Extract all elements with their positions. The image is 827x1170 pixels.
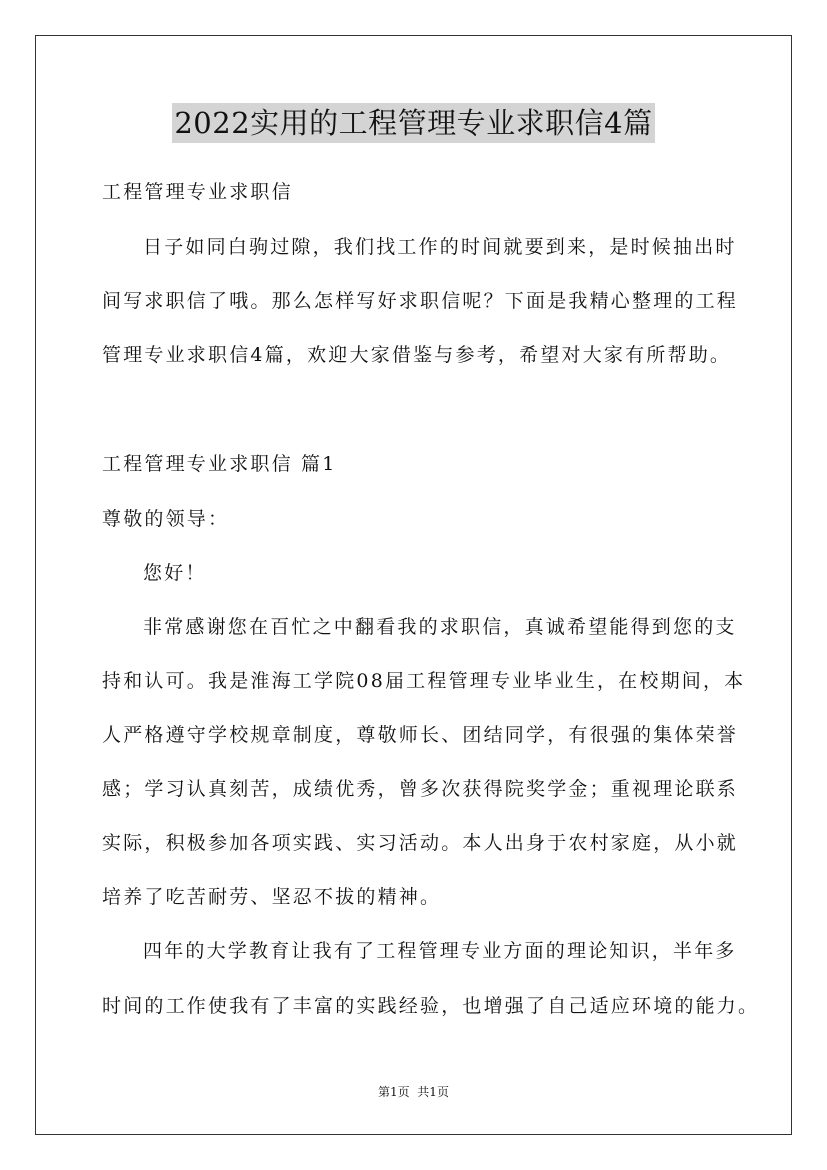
greeting: 您好！ (143, 562, 207, 584)
letter-heading: 工程管理专业求职信 篇1 (102, 453, 337, 475)
salutation: 尊敬的领导： (102, 508, 230, 530)
body-line-2: 持和认可。我是淮海工学院08届工程管理专业毕业生，在校期间，本 (102, 670, 746, 692)
section-heading: 工程管理专业求职信 (102, 181, 293, 203)
title-wrapper (0, 103, 827, 143)
page-footer: 第1页 共1页 (378, 1085, 449, 1099)
intro-line-1: 日子如同白驹过隙，我们找工作的时间就要到来，是时候抽出时 (143, 236, 737, 258)
body-line-7: 四年的大学教育让我有了工程管理专业方面的理论知识，半年多 (143, 940, 737, 962)
body-line-1: 非常感谢您在百忙之中翻看我的求职信，真诚希望能得到您的支 (143, 616, 737, 638)
body-line-3: 人严格遵守学校规章制度，尊敬师长、团结同学，有很强的集体荣誉 (102, 724, 739, 746)
intro-line-3: 管理专业求职信4篇，欢迎大家借鉴与参考，希望对大家有所帮助。 (102, 344, 732, 366)
body-line-8: 时间的工作使我有了丰富的实践经验，也增强了自己适应环境的能力。 (102, 995, 760, 1017)
body-line-6: 培养了吃苦耐劳、坚忍不拔的精神。 (102, 886, 442, 908)
document-title: 2022实用的工程管理专业求职信4篇 (172, 103, 654, 143)
body-line-4: 感；学习认真刻苦，成绩优秀，曾多次获得院奖学金；重视理论联系 (102, 778, 739, 800)
intro-line-2: 间写求职信了哦。那么怎样写好求职信呢？下面是我精心整理的工程 (102, 290, 739, 312)
body-line-5: 实际，积极参加各项实践、实习活动。本人出身于农村家庭，从小就 (102, 832, 739, 854)
